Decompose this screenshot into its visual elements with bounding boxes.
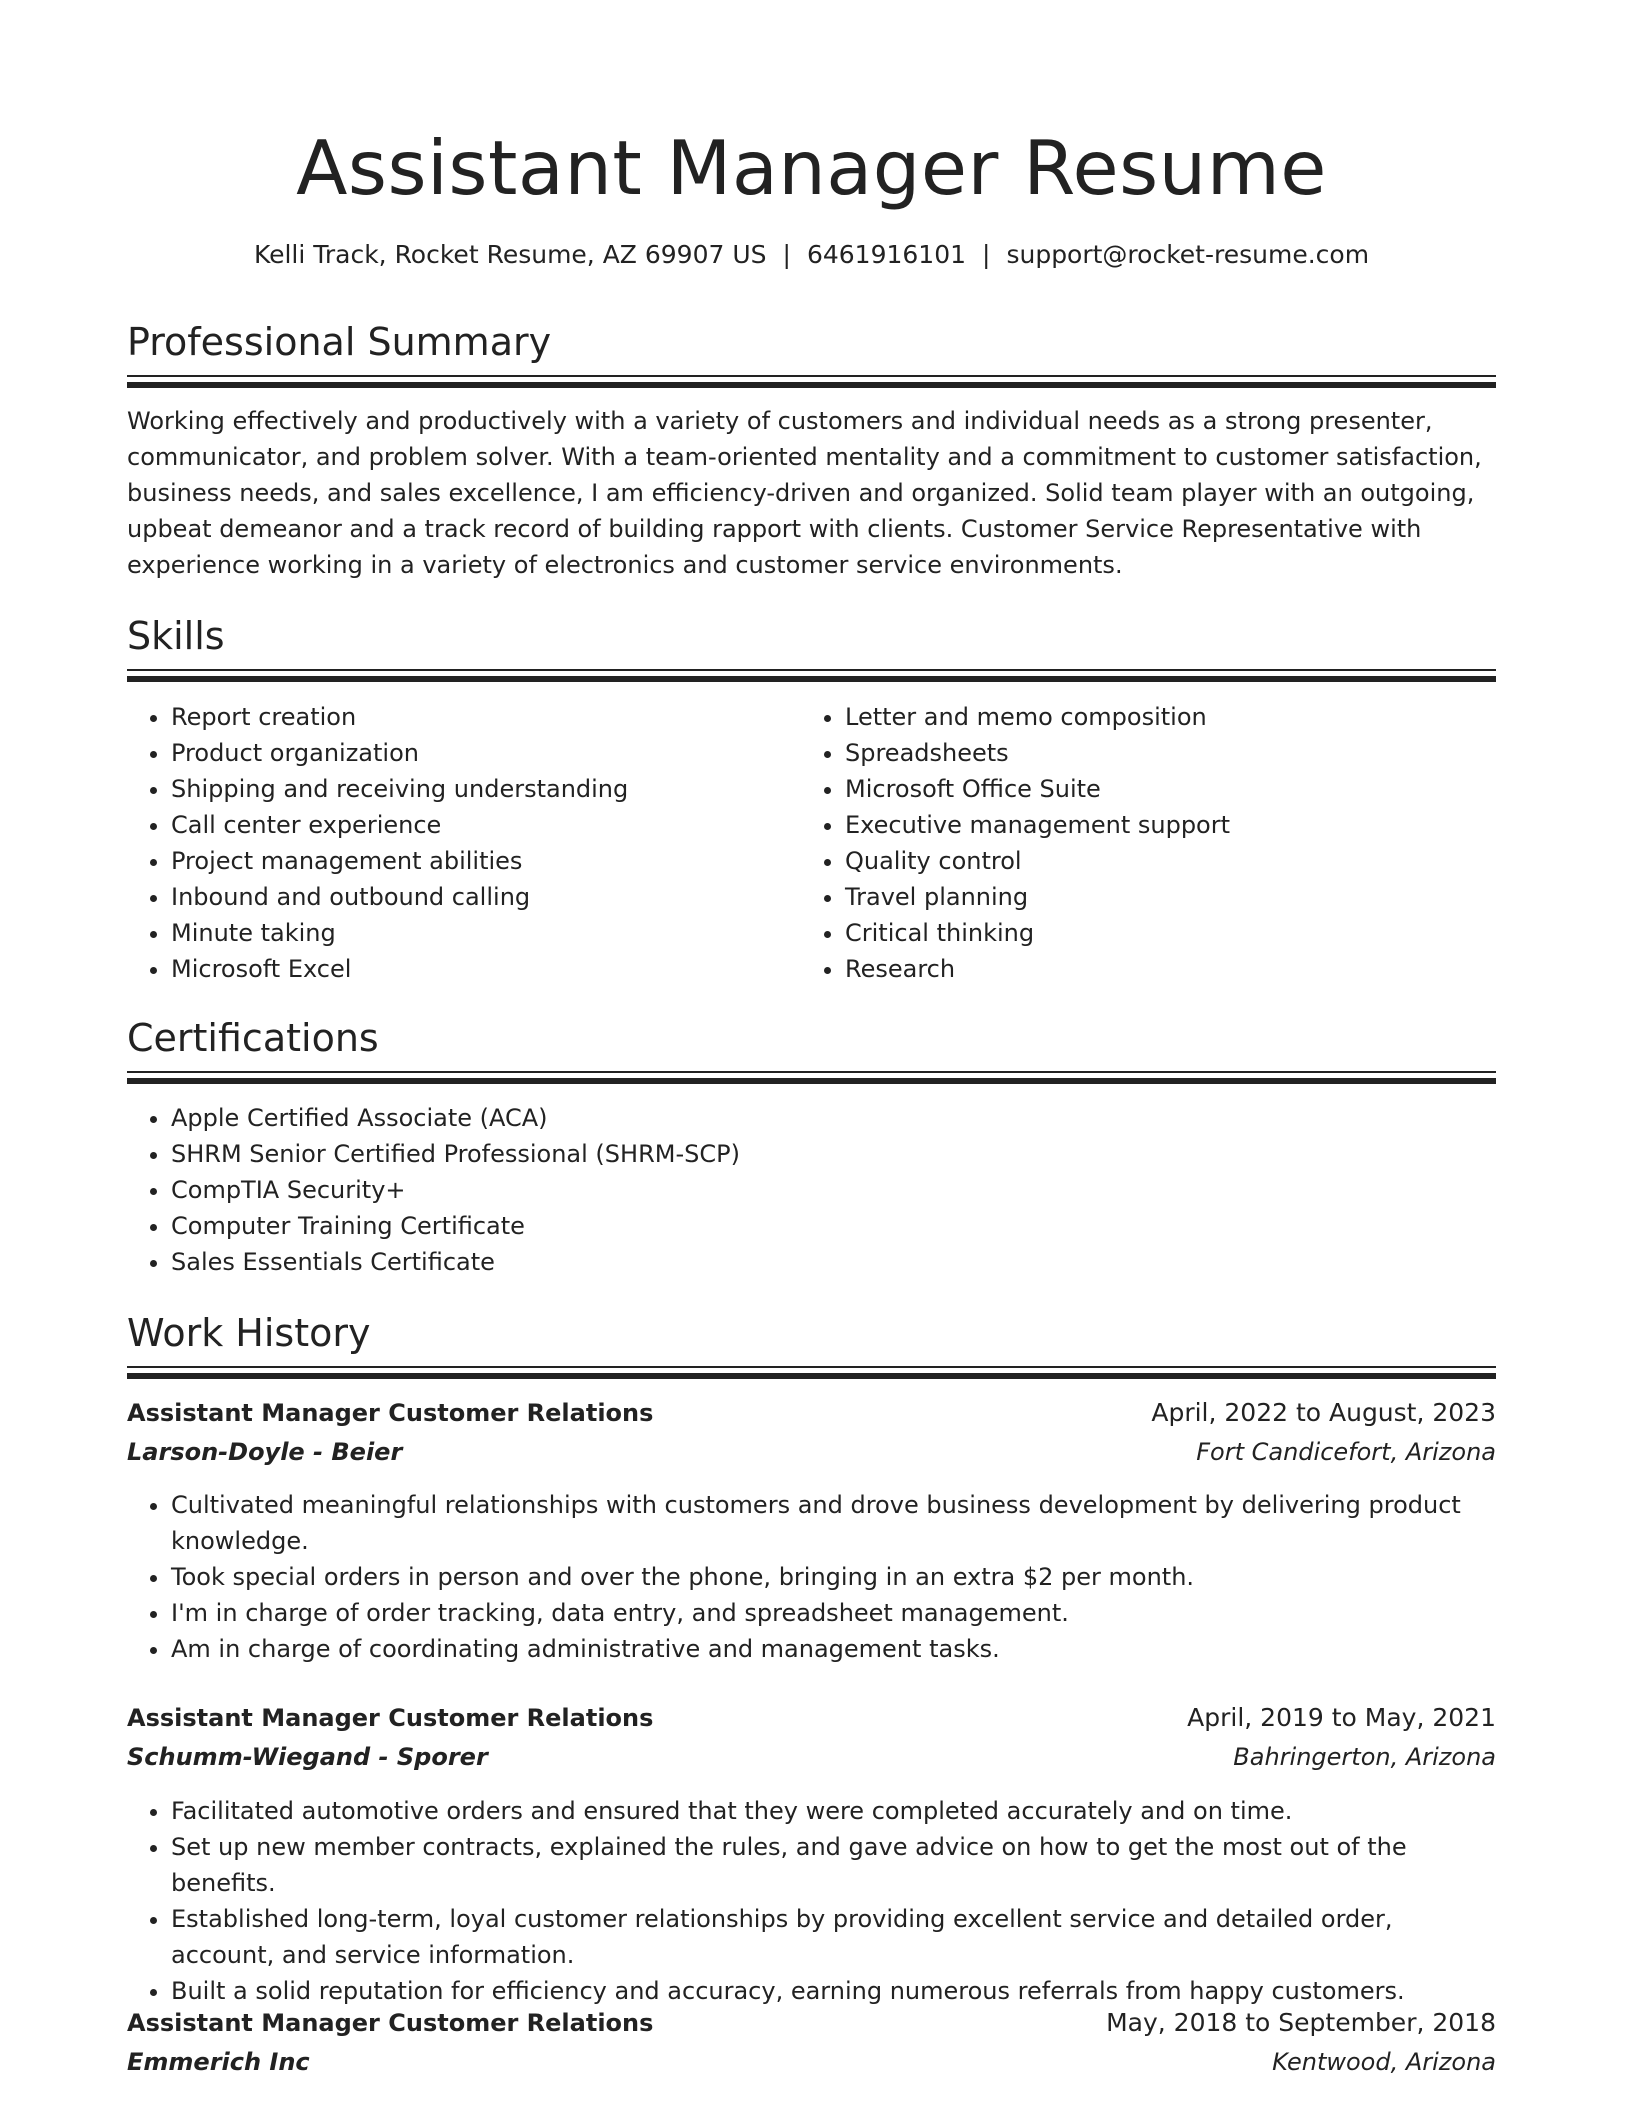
contact-separator: | xyxy=(782,240,791,269)
job-dates: April, 2022 to August, 2023 xyxy=(1151,1398,1496,1427)
certifications-list xyxy=(127,1100,1491,1280)
job-bullet: • Am in charge of coordinating administrative and management tasks. xyxy=(171,1631,1496,1667)
job-location: Fort Candicefort, Arizona xyxy=(1196,1438,1496,1466)
skill-item: • Microsoft Office Suite xyxy=(845,771,1485,807)
job-location: Bahringerton, Arizona xyxy=(1233,1743,1496,1771)
job-dates: May, 2018 to September, 2018 xyxy=(1106,2008,1496,2037)
skills-list-left xyxy=(127,699,791,987)
job-dates: April, 2019 to May, 2021 xyxy=(1187,1703,1496,1732)
job-bullet: • Set up new member contracts, explained the rules, and gave advice on how to get the most out of the benefits. xyxy=(171,1829,1496,1901)
certification-item: • Apple Certified Associate (ACA) xyxy=(171,1100,1491,1136)
skill-item: • Inbound and outbound calling xyxy=(171,879,791,915)
certification-item: • Computer Training Certificate xyxy=(171,1208,1491,1244)
skill-item: • Travel planning xyxy=(845,879,1485,915)
job-title: Assistant Manager Customer Relations xyxy=(127,1704,654,1732)
skill-item: • Product organization xyxy=(171,735,791,771)
skills-list-right xyxy=(801,699,1485,987)
summary-text: Working effectively and productively with a variety of customers and individual needs as a strong presenter, communicator, and problem solver. With a team-oriented mentality and a commitment to customer satisfaction, business needs, and sales excellence, I am efficiency-driven and organized. Solid team player with an outgoing, upbeat demeanor and a track record of building rapport with clients. Customer Service Representative with experience working in a variety of electronics and customer service environments. xyxy=(127,407,1482,579)
job-title: Assistant Manager Customer Relations xyxy=(127,2009,654,2037)
contact-line xyxy=(127,238,1496,272)
job-bullet: • Established long-term, loyal customer relationships by providing excellent service and detailed order, account, and service information. xyxy=(171,1901,1496,1973)
job-company: Schumm-Wiegand - Sporer xyxy=(127,1743,488,1771)
contact-email[interactable]: support@rocket-resume.com xyxy=(1006,240,1370,269)
job-company: Emmerich Inc xyxy=(127,2048,310,2076)
section-divider xyxy=(127,1366,1496,1378)
job-bullets xyxy=(127,1793,1496,2009)
certification-item: • CompTIA Security+ xyxy=(171,1172,1491,1208)
resume-title: Assistant Manager Resume xyxy=(296,124,1327,212)
contact-address: Kelli Track, Rocket Resume, AZ 69907 US xyxy=(253,240,767,269)
skill-item: • Microsoft Excel xyxy=(171,951,791,987)
skill-item: • Minute taking xyxy=(171,915,791,951)
section-title-work-history: Work History xyxy=(127,1311,371,1355)
skill-item: • Letter and memo composition xyxy=(845,699,1485,735)
job-bullets xyxy=(127,1487,1496,1667)
section-title-skills: Skills xyxy=(127,614,225,658)
job-bullet: • Facilitated automotive orders and ensured that they were completed accurately and on time. xyxy=(171,1793,1496,1829)
contact-separator: | xyxy=(982,240,991,269)
job-company: Larson-Doyle - Beier xyxy=(127,1438,403,1466)
job-bullet: • I'm in charge of order tracking, data entry, and spreadsheet management. xyxy=(171,1595,1496,1631)
section-divider xyxy=(127,1071,1496,1083)
skill-item: • Shipping and receiving understanding xyxy=(171,771,791,807)
job-bullet: • Took special orders in person and over the phone, bringing in an extra $2 per month. xyxy=(171,1559,1496,1595)
skill-item: • Quality control xyxy=(845,843,1485,879)
job-title: Assistant Manager Customer Relations xyxy=(127,1399,654,1427)
certification-item: • Sales Essentials Certificate xyxy=(171,1244,1491,1280)
contact-phone: 6461916101 xyxy=(806,240,967,269)
certification-item: • SHRM Senior Certified Professional (SHRM-SCP) xyxy=(171,1136,1491,1172)
skill-item: • Critical thinking xyxy=(845,915,1485,951)
skill-item: • Call center experience xyxy=(171,807,791,843)
section-divider xyxy=(127,669,1496,681)
section-title-certifications: Certifications xyxy=(127,1016,379,1060)
skill-item: • Spreadsheets xyxy=(845,735,1485,771)
job-bullet: • Cultivated meaningful relationships with customers and drove business development by delivering product knowledge. xyxy=(171,1487,1496,1559)
skill-item: • Executive management support xyxy=(845,807,1485,843)
section-title-summary: Professional Summary xyxy=(127,320,552,364)
skill-item: • Research xyxy=(845,951,1485,987)
job-location: Kentwood, Arizona xyxy=(1272,2048,1496,2076)
skill-item: • Project management abilities xyxy=(171,843,791,879)
skill-item: • Report creation xyxy=(171,699,791,735)
job-bullet: • Built a solid reputation for efficiency and accuracy, earning numerous referrals from happy customers. xyxy=(171,1973,1496,2009)
section-divider xyxy=(127,375,1496,387)
